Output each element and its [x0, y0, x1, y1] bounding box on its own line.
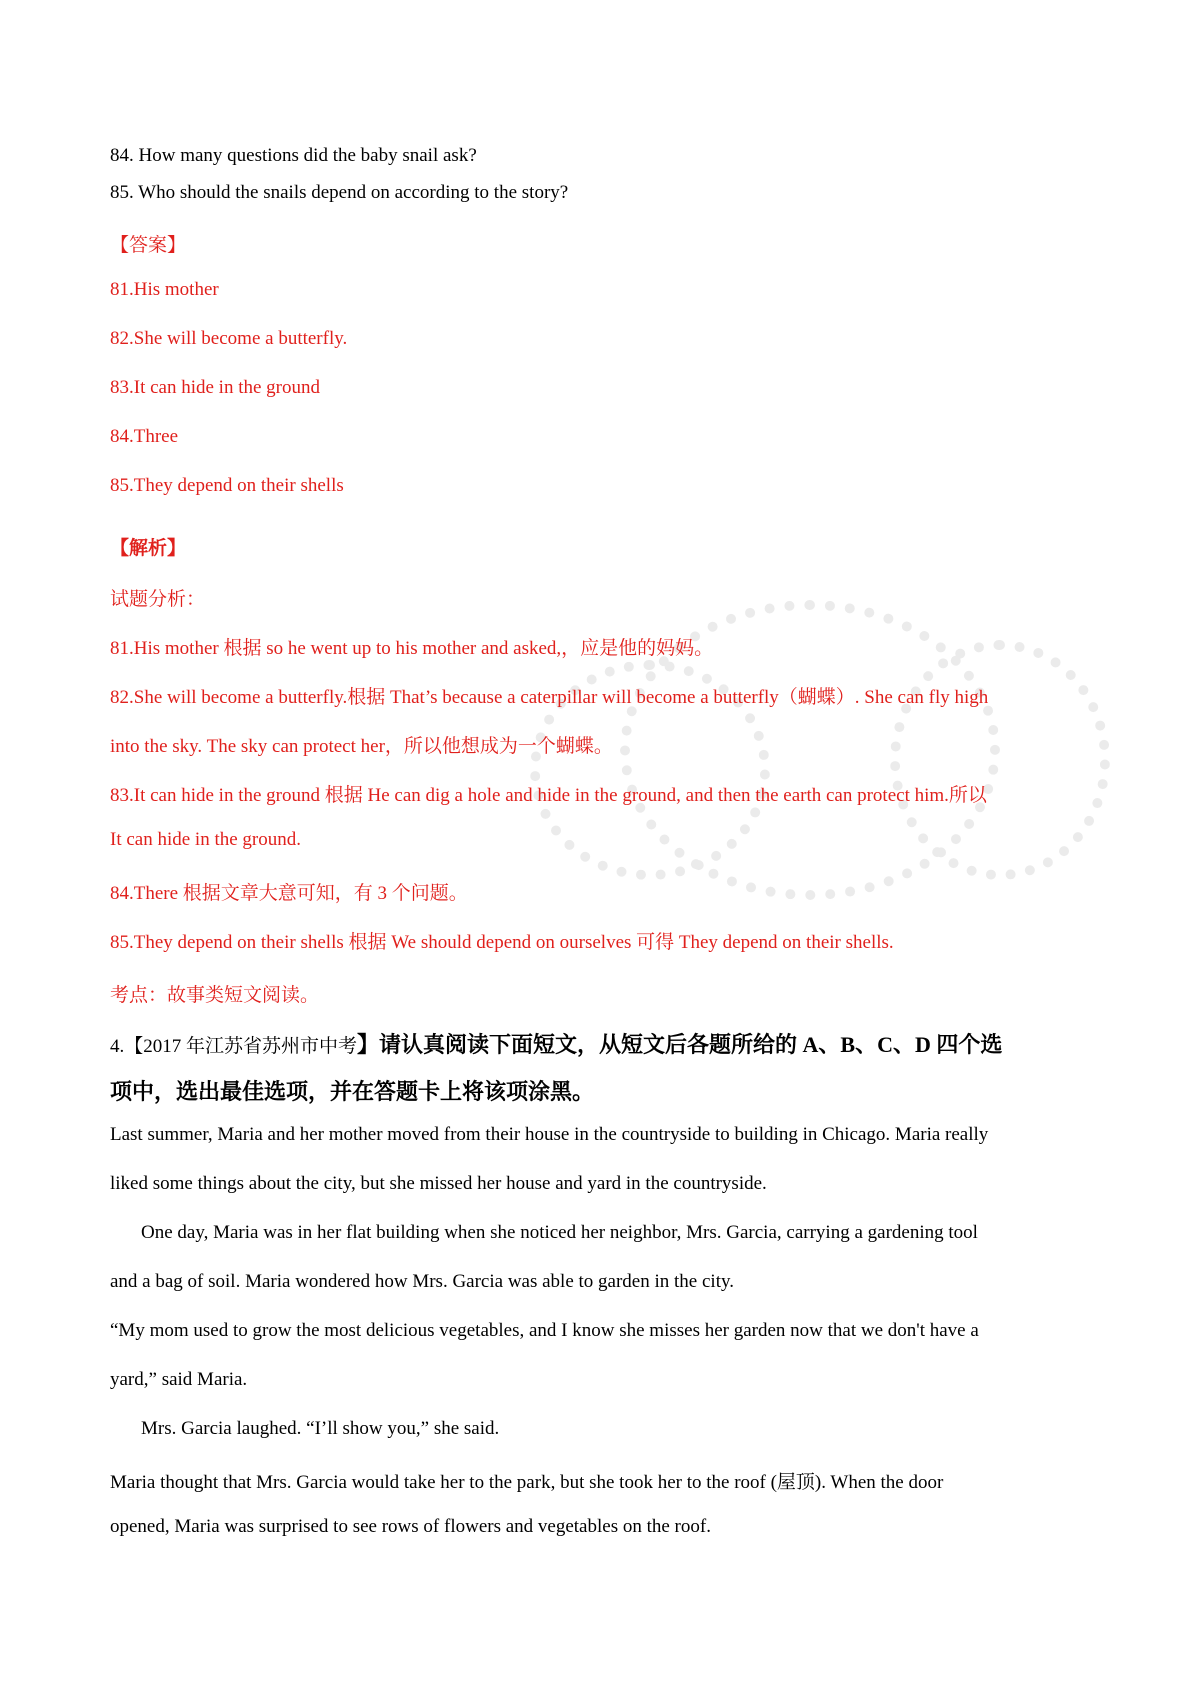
passage-line: One day, Maria was in her flat building when she noticed her neighbor, Mrs. Garcia, carrying a gardening tool: [141, 1222, 978, 1243]
passage-line: Maria thought that Mrs. Garcia would take her to the park, but she took her to the roof (屋顶). When the door: [110, 1472, 944, 1493]
analysis-line: 85.They depend on their shells 根据 We should depend on ourselves 可得 They depend on their shells.: [110, 932, 894, 953]
passage-line: “My mom used to grow the most delicious vegetables, and I know she misses her garden now that we don't have a: [110, 1320, 979, 1341]
analysis-line: 83.It can hide in the ground 根据 He can dig a hole and hide in the ground, and then the earth can protect him.所以: [110, 785, 987, 806]
answer-item: 83.It can hide in the ground: [110, 377, 321, 398]
question-4-prefix: 4.【: [110, 1036, 144, 1057]
analysis-kaodian: 考点：故事类短文阅读。: [110, 985, 320, 1006]
analysis-heading: 【解析】: [110, 538, 187, 559]
passage-line: liked some things about the city, but she missed her house and yard in the countryside.: [110, 1173, 767, 1194]
question-4-source: 2017 年江苏省苏州市中考: [143, 1036, 358, 1057]
analysis-intro: 试题分析：: [110, 589, 206, 610]
analysis-line: 82.She will become a butterfly.根据 That’s because a caterpillar will become a butterfly（蝴蝶）. She can fly high: [110, 687, 989, 708]
answer-item: 85.They depend on their shells: [110, 475, 344, 496]
answer-heading: 【答案】: [110, 235, 187, 256]
answer-item: 81.His mother: [110, 279, 219, 300]
passage-line: yard,” said Maria.: [110, 1369, 248, 1390]
analysis-line: 81.His mother 根据 so he went up to his mother and asked,，应是他的妈妈。: [110, 638, 714, 659]
passage-line: Mrs. Garcia laughed. “I’ll show you,” she said.: [141, 1418, 500, 1439]
question-4-instruction-line2: 项中，选出最佳选项，并在答题卡上将该项涂黑。: [110, 1079, 595, 1104]
answer-item: 84.Three: [110, 426, 179, 447]
analysis-line: It can hide in the ground.: [110, 829, 302, 850]
question-4-instruction: 】请认真阅读下面短文，从短文后各题所给的 A、B、C、D 四个选: [357, 1032, 1003, 1057]
passage-line: Last summer, Maria and her mother moved from their house in the countryside to building in Chicago. Maria really: [110, 1124, 989, 1145]
question-84: 84. How many questions did the baby snail ask?: [110, 145, 477, 166]
analysis-line: into the sky. The sky can protect her，所以他想成为一个蝴蝶。: [110, 736, 613, 757]
analysis-line: 84.There 根据文章大意可知，有 3 个问题。: [110, 883, 468, 904]
question-85: 85. Who should the snails depend on according to the story?: [110, 182, 569, 203]
passage-line: and a bag of soil. Maria wondered how Mrs. Garcia was able to garden in the city.: [110, 1271, 734, 1292]
answer-item: 82.She will become a butterfly.: [110, 328, 348, 349]
passage-line: opened, Maria was surprised to see rows of flowers and vegetables on the roof.: [110, 1516, 711, 1537]
question-4-instruction-line1: [110, 1028, 1002, 1059]
